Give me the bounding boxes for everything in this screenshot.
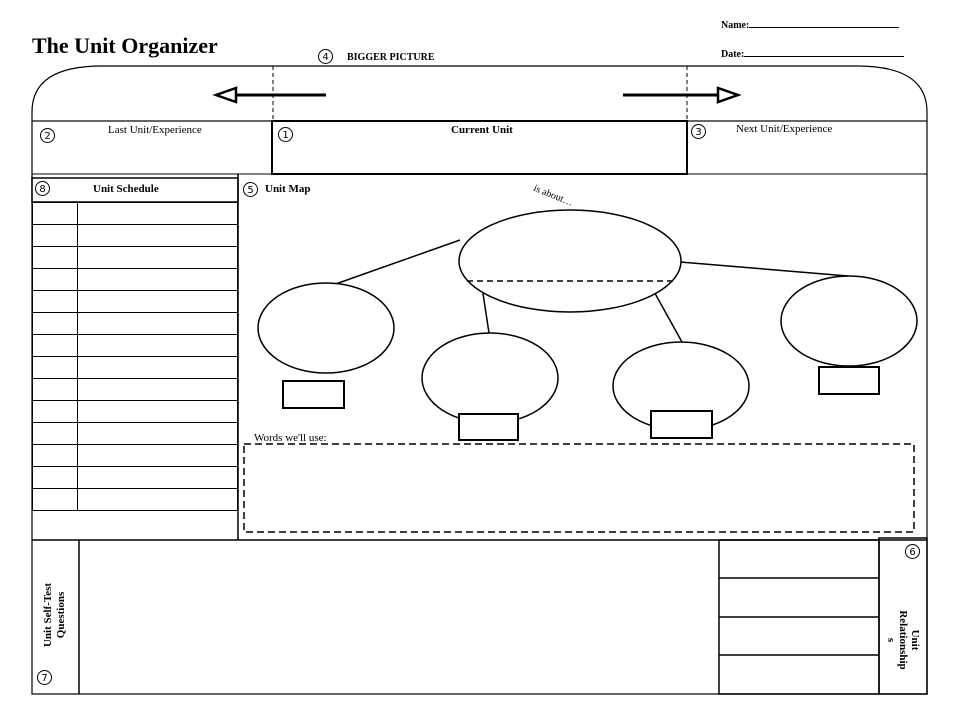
self-test-label [42, 550, 68, 680]
subtopic-label-box-4 [819, 367, 879, 394]
schedule-row [33, 269, 238, 291]
schedule-row [33, 225, 238, 247]
schedule-task-cell[interactable] [78, 291, 238, 313]
schedule-task-cell[interactable] [78, 357, 238, 379]
schedule-task-cell[interactable] [78, 423, 238, 445]
main-topic-bubble [459, 210, 681, 312]
schedule-row [33, 423, 238, 445]
last-unit-number: 2 [40, 128, 55, 143]
date-label: Date: [721, 49, 745, 60]
schedule-date-cell[interactable] [33, 269, 78, 291]
relationships-label-line3: s [885, 637, 897, 643]
schedule-date-cell[interactable] [33, 401, 78, 423]
name-label: Name: [721, 20, 750, 31]
schedule-table [32, 202, 238, 511]
relationships-number: 6 [905, 544, 920, 559]
schedule-row [33, 291, 238, 313]
unit-map-diagram [258, 210, 917, 440]
subtopic-label-box-3 [651, 411, 712, 438]
subtopic-label-box-1 [283, 381, 344, 408]
left-arrow-icon [216, 88, 326, 102]
schedule-row [33, 401, 238, 423]
schedule-task-cell[interactable] [78, 247, 238, 269]
schedule-date-cell[interactable] [33, 379, 78, 401]
schedule-row [33, 247, 238, 269]
subtopic-bubble-4 [781, 276, 917, 366]
schedule-date-cell[interactable] [33, 423, 78, 445]
schedule-date-cell[interactable] [33, 357, 78, 379]
schedule-row [33, 335, 238, 357]
schedule-date-cell[interactable] [33, 313, 78, 335]
schedule-task-cell[interactable] [78, 269, 238, 291]
subtopic-bubble-2 [422, 333, 558, 423]
schedule-row [33, 357, 238, 379]
relationship-cell-3[interactable] [722, 620, 876, 653]
bigger-picture-banner [32, 66, 927, 121]
words-input[interactable] [250, 450, 908, 526]
schedule-row [33, 379, 238, 401]
schedule-task-cell[interactable] [78, 203, 238, 225]
next-unit-label: Next Unit/Experience [736, 123, 833, 135]
schedule-row [33, 445, 238, 467]
current-unit-input[interactable] [280, 142, 680, 170]
words-label: Words we'll use: [254, 432, 327, 444]
schedule-date-cell[interactable] [33, 445, 78, 467]
is-about-label: is about… [531, 183, 575, 209]
relationships-label-line2: Relationship [897, 610, 909, 670]
relationship-cell-4[interactable] [722, 658, 876, 691]
schedule-task-cell[interactable] [78, 225, 238, 247]
schedule-label: Unit Schedule [93, 183, 159, 195]
self-test-questions-input[interactable] [84, 545, 714, 689]
schedule-number: 8 [35, 181, 50, 196]
bigger-picture-number: 4 [318, 49, 333, 64]
subtopic-label-box-2 [459, 414, 518, 440]
self-test-label-line1: Unit Self-Test [42, 582, 54, 648]
schedule-task-cell[interactable] [78, 379, 238, 401]
schedule-date-cell[interactable] [33, 489, 78, 511]
page-title: The Unit Organizer [32, 33, 218, 58]
unit-map-label: Unit Map [265, 183, 311, 195]
schedule-row [33, 467, 238, 489]
schedule-date-cell[interactable] [33, 225, 78, 247]
next-unit-number: 3 [691, 124, 706, 139]
schedule-task-cell[interactable] [78, 401, 238, 423]
schedule-row [33, 203, 238, 225]
self-test-label-line2: Questions [55, 591, 67, 639]
schedule-row [33, 489, 238, 511]
schedule-task-cell[interactable] [78, 489, 238, 511]
schedule-task-cell[interactable] [78, 445, 238, 467]
relationship-cell-1[interactable] [722, 543, 876, 576]
relationships-label [885, 600, 921, 680]
schedule-date-cell[interactable] [33, 335, 78, 357]
relationship-cell-2[interactable] [722, 581, 876, 614]
bigger-picture-label: BIGGER PICTURE [347, 52, 435, 63]
relationships-label-line1: Unit [909, 629, 921, 651]
schedule-task-cell[interactable] [78, 467, 238, 489]
last-unit-label: Last Unit/Experience [108, 124, 202, 136]
current-unit-number: 1 [278, 127, 293, 142]
right-arrow-icon [623, 88, 738, 102]
unit-map-number: 5 [243, 182, 258, 197]
self-test-number: 7 [37, 670, 52, 685]
schedule-date-cell[interactable] [33, 291, 78, 313]
schedule-task-cell[interactable] [78, 335, 238, 357]
current-unit-label: Current Unit [451, 124, 513, 136]
schedule-task-cell[interactable] [78, 313, 238, 335]
schedule-date-cell[interactable] [33, 467, 78, 489]
subtopic-bubble-1 [258, 283, 394, 373]
schedule-row [33, 313, 238, 335]
schedule-date-cell[interactable] [33, 203, 78, 225]
schedule-date-cell[interactable] [33, 247, 78, 269]
